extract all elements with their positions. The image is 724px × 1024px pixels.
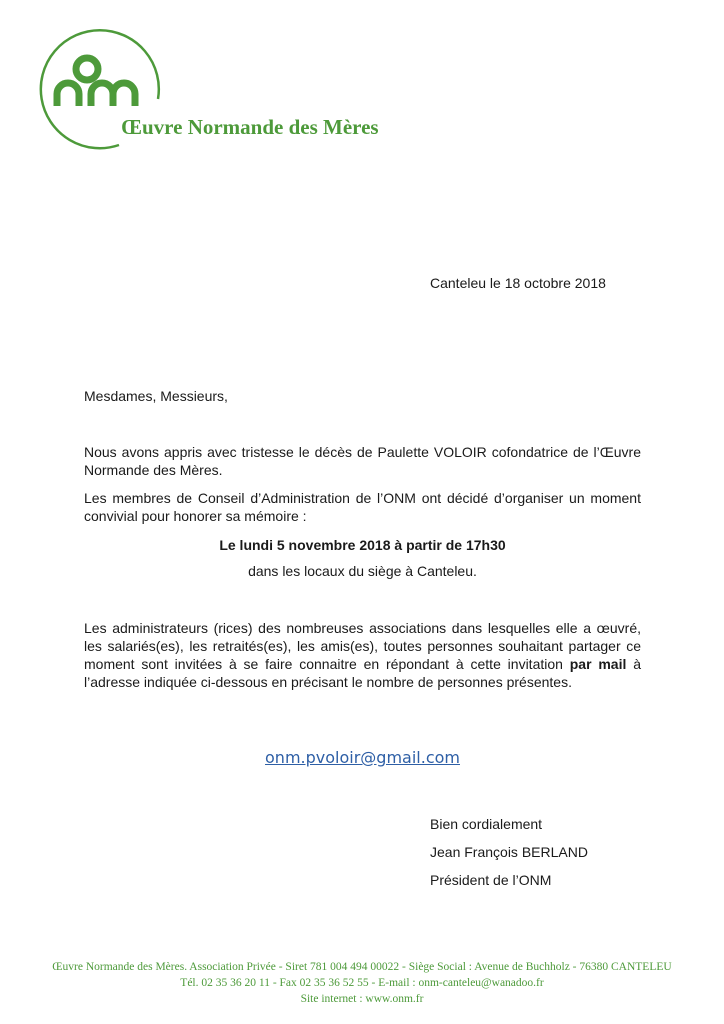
invitation-text-bold: par mail [569,656,627,672]
contact-email-link[interactable]: onm.pvoloir@gmail.com [265,748,460,767]
closing-line: Bien cordialement [430,816,543,832]
organization-name: Œuvre Normande des Mères [121,115,379,139]
footer-website: Site internet : www.onm.fr [300,993,424,1005]
event-location: dans les locaux du siège à Canteleu. [248,563,477,579]
event-date-title: Le lundi 5 novembre 2018 à partir de 17h30 [219,537,506,553]
invitation-text-start: Les administrateurs (rices) des nombreuses associations dans lesquelles elle a œuvré, les salariés(es), les retraités(es), les amis(es), toutes personnes souhaitant partager ce moment sont invitées à se faire connaitre en répondant à cette invitation [84,620,641,672]
paragraph-announcement: Nous avons appris avec tristesse le décès de Paulette VOLOIR cofondatrice de l’Œuvre Normande des Mères. [84,444,641,478]
salutation: Mesdames, Messieurs, [84,388,228,404]
footer-contact: Tél. 02 35 36 20 11 - Fax 02 35 36 52 55 - E-mail : onm-canteleu@wanadoo.fr [180,977,544,989]
paragraph-decision: Les membres de Conseil d’Administration de l’ONM ont décidé d’organiser un moment convivial pour honorer sa mémoire : [84,490,641,524]
footer-address: Œuvre Normande des Mères. Association Privée - Siret 781 004 494 00022 - Siège Social : Avenue de Buchholz - 76380 CANTELEU [52,961,672,973]
letter-date: Canteleu le 18 octobre 2018 [430,275,606,291]
invitation-text-end: à l’adresse indiquée ci-dessous en précisant le nombre de personnes présentes. [84,656,641,690]
signatory-name: Jean François BERLAND [430,844,588,860]
paragraph-invitation [84,619,641,691]
signatory-title: Président de l’ONM [430,872,552,888]
